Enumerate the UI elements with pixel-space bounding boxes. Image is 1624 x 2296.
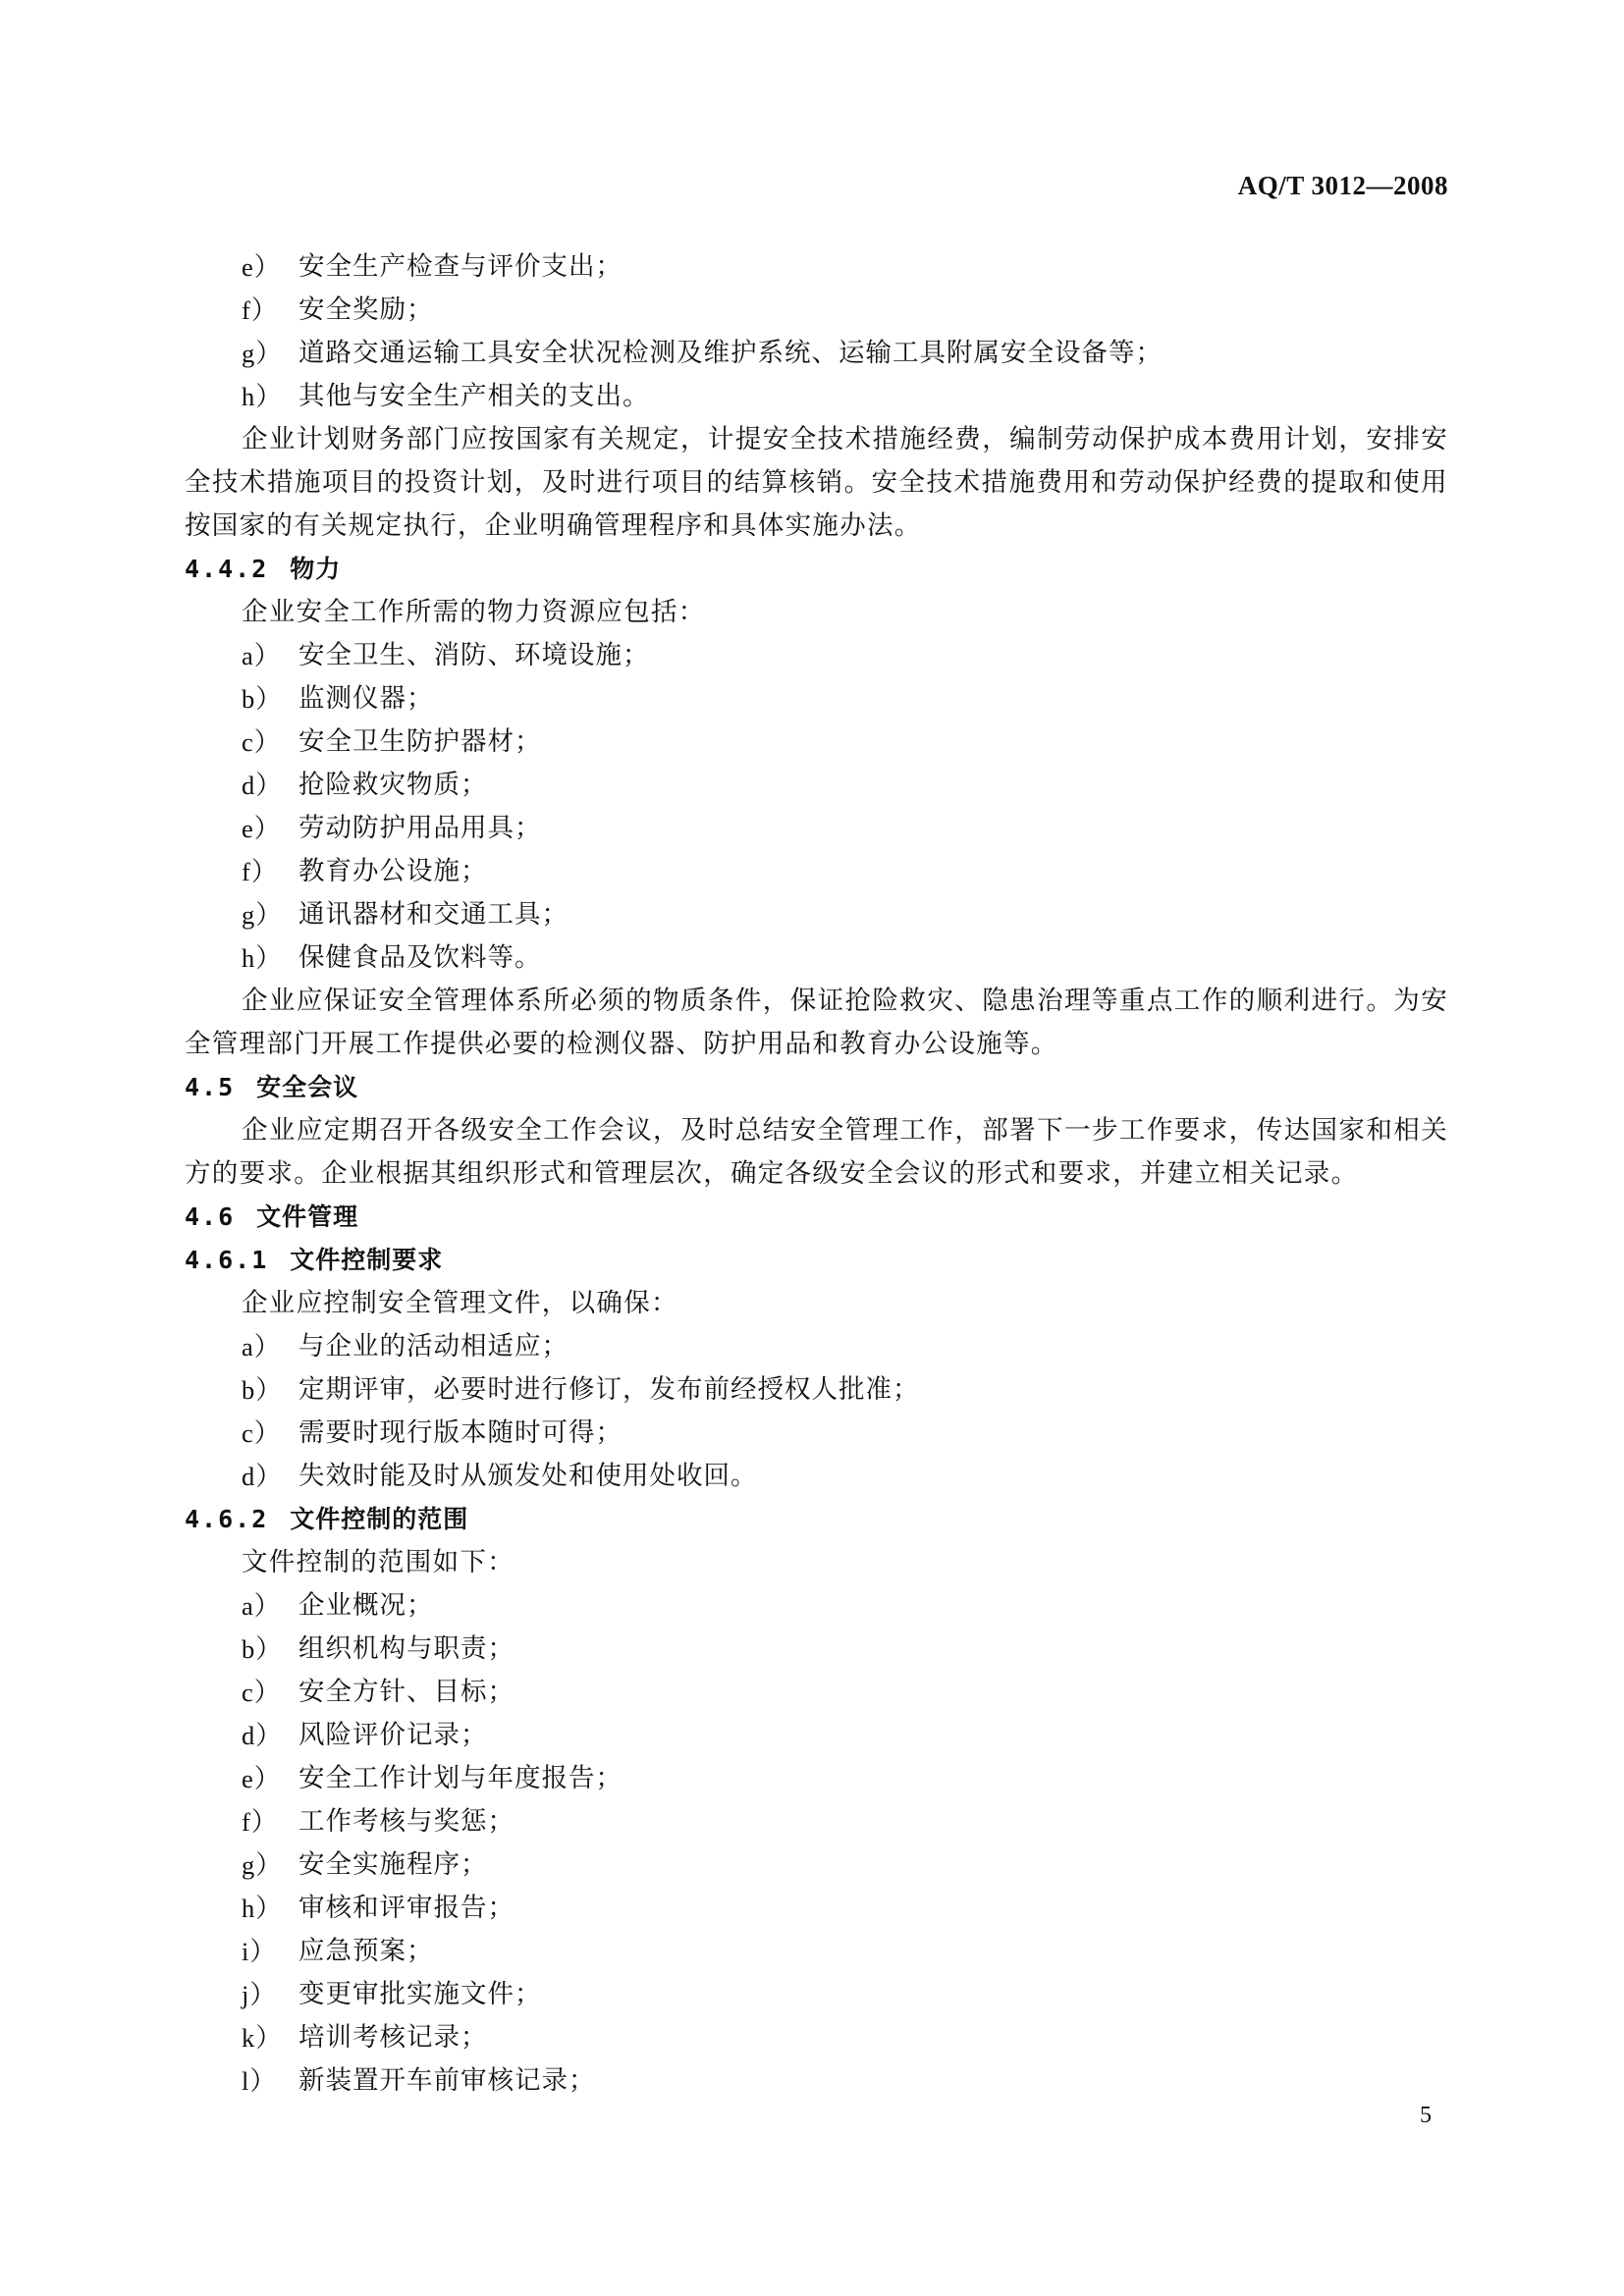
list-marker: b） [242, 1634, 283, 1664]
list-marker: g） [242, 1850, 283, 1880]
list-marker: d） [242, 1462, 283, 1491]
list-item [185, 1757, 1448, 1800]
list-item-text: 培训考核记录； [298, 2022, 488, 2053]
list-marker: c） [242, 1418, 282, 1448]
list-item [185, 245, 1448, 289]
list-marker: b） [242, 684, 283, 714]
list-item-text: 安全卫生、消防、环境设施； [298, 640, 650, 670]
list-marker: a） [242, 1332, 282, 1362]
paragraph-intro: 企业应控制安全管理文件，以确保： [242, 1288, 678, 1318]
section-title: 文件管理 [256, 1202, 359, 1231]
list-item [185, 1973, 1448, 2016]
section-heading-4-4-2 [185, 548, 1448, 591]
list-item-text: 新装置开车前审核记录； [298, 2065, 596, 2096]
list-item [185, 1628, 1448, 1671]
list-item-text: 安全奖励； [298, 294, 434, 325]
section-number: 4.4.2 [185, 555, 269, 583]
list-marker: h） [242, 1894, 283, 1923]
list-marker: d） [242, 771, 283, 800]
list-item-text: 需要时现行版本随时可得； [298, 1417, 623, 1448]
list-marker: h） [242, 943, 283, 973]
list-item [185, 1887, 1448, 1930]
list-item-text: 风险评价记录； [298, 1720, 488, 1750]
section-number: 4.6 [185, 1202, 236, 1231]
list-item-text: 安全工作计划与年度报告； [298, 1763, 623, 1793]
list-item [185, 677, 1448, 721]
list-marker: a） [242, 1591, 282, 1621]
standard-code: AQ/T 3012—2008 [1237, 171, 1448, 200]
paragraph-intro: 文件控制的范围如下： [242, 1547, 514, 1577]
list-item-text: 工作考核与奖惩； [298, 1806, 514, 1837]
list-item [185, 807, 1448, 850]
list-item-text: 保健食品及饮料等。 [298, 942, 542, 973]
list-item [185, 936, 1448, 980]
list-marker: f） [242, 295, 279, 325]
list-marker: b） [242, 1375, 283, 1405]
list-item [185, 1800, 1448, 1843]
list-marker: g） [242, 900, 283, 930]
list-marker: g） [242, 339, 283, 368]
list-item-text: 审核和评审报告； [298, 1893, 514, 1923]
list-item-text: 其他与安全生产相关的支出。 [298, 381, 650, 411]
section-title: 物力 [290, 555, 342, 583]
section-number: 4.6.2 [185, 1505, 269, 1533]
paragraph-materials: 企业应保证安全管理体系所必须的物质条件，保证抢险救灾、隐患治理等重点工作的顺利进行。为安全管理部门开展工作提供必要的检测仪器、防护用品和教育办公设施等。 [185, 986, 1448, 1059]
section-heading-4-6-1 [185, 1239, 1448, 1282]
list-item [185, 634, 1448, 677]
list-marker: e） [242, 814, 282, 843]
paragraph-finance: 企业计划财务部门应按国家有关规定，计提安全技术措施经费，编制劳动保护成本费用计划，安排安全技术措施项目的投资计划，及时进行项目的结算核销。安全技术措施费用和劳动保护经费的提取和使用按国家的有关规定执行，企业明确管理程序和具体实施办法。 [185, 424, 1448, 541]
paragraph-meeting: 企业应定期召开各级安全工作会议，及时总结安全管理工作，部署下一步工作要求，传达国家和相关方的要求。企业根据其组织形式和管理层次，确定各级安全会议的形式和要求，并建立相关记录。 [185, 1115, 1448, 1189]
list-item-text: 变更审批实施文件； [298, 1979, 542, 2009]
list-marker: c） [242, 727, 282, 757]
section-number: 4.5 [185, 1073, 236, 1101]
list-marker: d） [242, 1721, 283, 1750]
list-item [185, 1368, 1448, 1412]
section-title: 文件控制的范围 [290, 1505, 469, 1533]
section-title: 安全会议 [256, 1073, 359, 1101]
list-item [185, 1714, 1448, 1757]
page-number: 5 [1420, 2103, 1432, 2128]
list-item-text: 道路交通运输工具安全状况检测及维护系统、运输工具附属安全设备等； [298, 338, 1163, 368]
list-item-text: 安全方针、目标； [298, 1677, 514, 1707]
section-heading-4-6 [185, 1196, 1448, 1239]
list-item [185, 1671, 1448, 1714]
list-item [185, 332, 1448, 375]
list-item-text: 安全生产检查与评价支出； [298, 251, 623, 282]
section-heading-4-5 [185, 1066, 1448, 1109]
list-marker: c） [242, 1678, 282, 1707]
list-item-text: 定期评审，必要时进行修订，发布前经授权人批准； [298, 1374, 920, 1405]
list-item-text: 应急预案； [298, 1936, 434, 1966]
list-marker: f） [242, 1807, 279, 1837]
list-item [185, 893, 1448, 936]
list-item-text: 劳动防护用品用具； [298, 813, 542, 843]
list-marker: h） [242, 382, 283, 411]
list-item-text: 企业概况； [298, 1590, 434, 1621]
list-item [185, 2059, 1448, 2103]
list-marker: e） [242, 252, 282, 282]
list-item [185, 1412, 1448, 1455]
list-item [185, 1325, 1448, 1368]
list-item-text: 失效时能及时从颁发处和使用处收回。 [298, 1461, 758, 1491]
list-marker: l） [242, 2066, 277, 2096]
list-item-text: 抢险救灾物质； [298, 770, 488, 800]
list-item-text: 组织机构与职责； [298, 1633, 514, 1664]
list-item-text: 安全卫生防护器材； [298, 726, 542, 757]
list-item [185, 289, 1448, 332]
list-item [185, 375, 1448, 418]
list-item-text: 教育办公设施； [298, 856, 488, 886]
list-item-text: 与企业的活动相适应； [298, 1331, 568, 1362]
list-item [185, 850, 1448, 893]
list-item [185, 1930, 1448, 1973]
list-item [185, 2016, 1448, 2059]
list-item [185, 721, 1448, 764]
list-marker: i） [242, 1937, 277, 1966]
list-item-text: 监测仪器； [298, 683, 434, 714]
list-item [185, 1455, 1448, 1498]
list-marker: j） [242, 1980, 277, 2009]
list-marker: a） [242, 641, 282, 670]
list-item [185, 764, 1448, 807]
list-marker: k） [242, 2023, 283, 2053]
list-marker: e） [242, 1764, 282, 1793]
list-item [185, 1584, 1448, 1628]
list-marker: f） [242, 857, 279, 886]
section-title: 文件控制要求 [290, 1246, 444, 1274]
list-item-text: 安全实施程序； [298, 1849, 488, 1880]
section-number: 4.6.1 [185, 1246, 269, 1274]
page-body [185, 245, 1448, 2103]
paragraph-intro: 企业安全工作所需的物力资源应包括： [242, 597, 706, 627]
section-heading-4-6-2 [185, 1498, 1448, 1541]
list-item [185, 1843, 1448, 1887]
list-item-text: 通讯器材和交通工具； [298, 899, 568, 930]
